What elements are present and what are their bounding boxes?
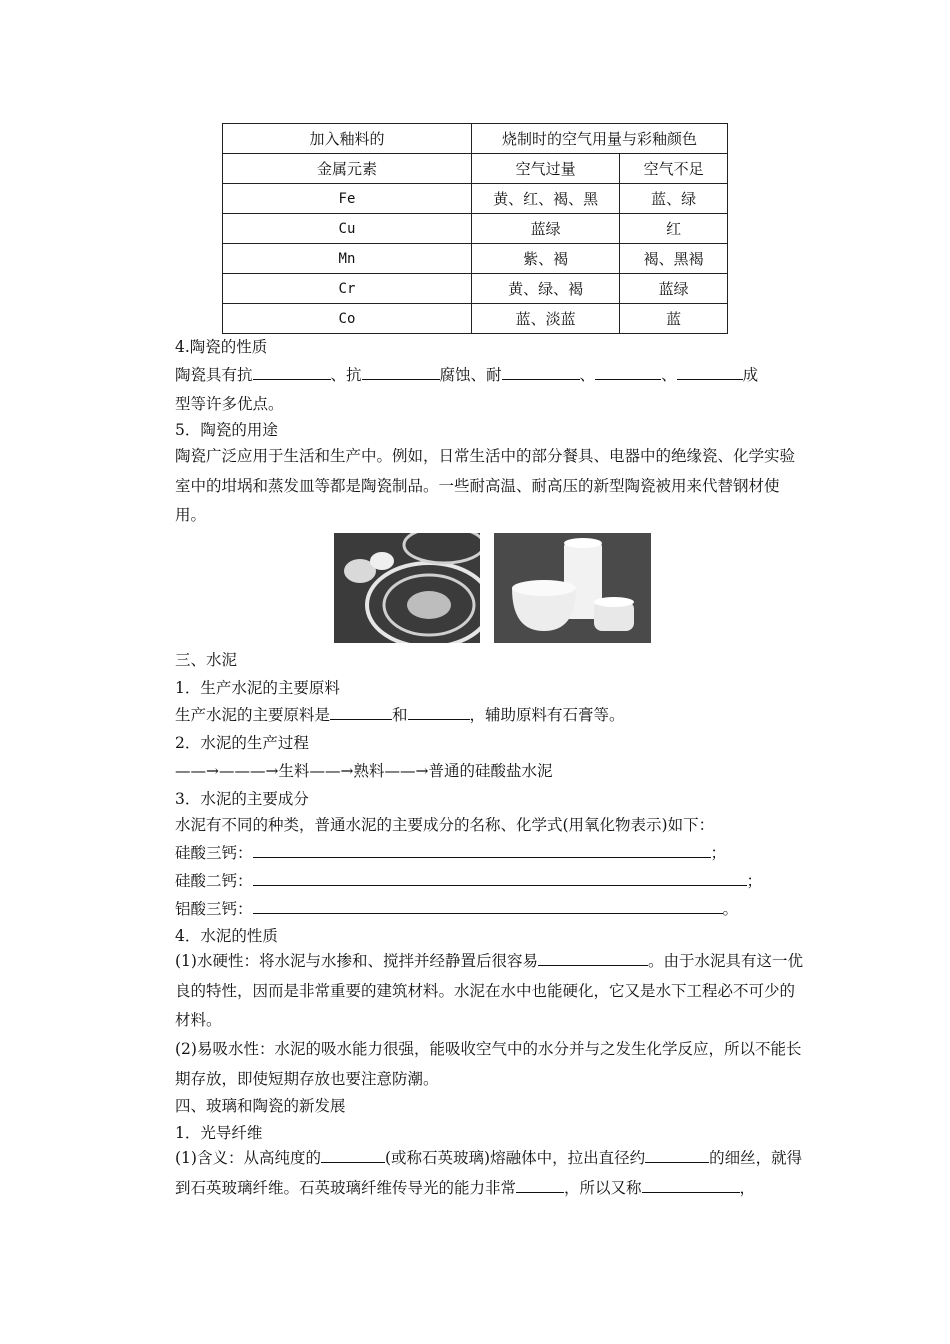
crucibles-image [494,533,651,643]
answer-blank[interactable] [253,365,331,380]
answer-blank[interactable] [253,843,711,858]
answer-blank[interactable] [330,705,392,720]
text-span: ； [746,872,763,890]
paragraph-text [175,1144,807,1203]
table-header-cell: 空气过量 [471,154,619,184]
table-header-cell: 烧制时的空气用量与彩釉颜色 [471,124,727,154]
table-header-row [223,154,728,184]
table-cell: 黄、红、褐、黑 [471,184,619,214]
answer-blank[interactable] [645,1148,709,1163]
paragraph-text [175,442,807,531]
text-span: (2)易吸水性：水泥的吸水能力很强，能吸收空气中的水分并与之发生化学反应，所以不能长期存放，即使短期存放也要注意防潮。 [175,1040,802,1088]
table-row [223,214,728,244]
section-heading: 1．光导纤维 [175,1124,263,1142]
table-cell: 紫、褐 [471,244,619,274]
ceramic-crucible-photo [494,533,651,643]
text-span: 、 [579,366,596,384]
text-span: ， [739,1178,756,1197]
fill-in-line [175,705,625,725]
table-cell: Fe [223,184,472,214]
text-span: ，辅助原料有石膏等。 [469,706,625,724]
section-heading: 1．生产水泥的主要原料 [175,679,340,697]
paragraph-text [175,947,807,1036]
table-header-cell: 金属元素 [223,154,472,184]
table-cell: 黄、绿、褐 [471,274,619,304]
section-heading: 四、玻璃和陶瓷的新发展 [175,1097,346,1115]
paragraph-text [175,1035,807,1094]
answer-blank[interactable] [595,365,661,380]
text-span: (1)水硬性：将水泥与水掺和、搅拌并经静置后很容易 [175,952,538,970]
text-span: 硅酸三钙： [175,844,253,862]
table-cell: 蓝、绿 [620,184,728,214]
text-span: (1)含义：从高纯度的 [175,1149,321,1167]
text-span: 陶瓷具有抗 [175,366,253,384]
text-span: 和 [392,706,408,724]
paragraph-text: 水泥有不同的种类，普通水泥的主要成分的名称、化学式(用氧化物表示)如下： [175,816,715,834]
table-cell: 褐、黑褐 [620,244,728,274]
text-span: 。由于水泥具有这一优良的特性，因而是非常重要的建筑材料。水泥在水中也能硬化，它又是水下工程必不可少的材料。 [175,952,803,1029]
glaze-color-table [222,123,728,334]
fill-in-line [175,871,762,891]
section-heading: 5．陶瓷的用途 [175,421,278,439]
section-heading: 三、水泥 [175,651,238,669]
answer-blank[interactable] [362,365,440,380]
table-row [223,184,728,214]
text-span: 腐蚀、耐 [439,366,502,384]
answer-blank[interactable] [321,1148,385,1163]
table-cell: 红 [620,214,728,244]
section-heading: 4.陶瓷的性质 [175,338,268,356]
fill-in-line [175,843,726,863]
answer-blank[interactable] [516,1178,564,1193]
text-span: (或称石英玻璃)熔融体中，拉出直径约 [384,1149,646,1167]
table-header-row [223,124,728,154]
table-cell: 蓝绿 [471,214,619,244]
text-span: 。 [722,900,739,918]
section-heading: 3．水泥的主要成分 [175,790,309,808]
text-span: 、 [661,366,677,384]
process-flow: ——→———→生料——→熟料——→普通的硅酸盐水泥 [175,762,553,780]
table-cell: 蓝 [620,304,728,334]
section-heading: 4．水泥的性质 [175,927,278,945]
text-span: ，所以又称 [564,1178,642,1197]
answer-blank[interactable] [253,899,723,914]
text-span: 陶瓷广泛应用于生活和生产中。例如，日常生活中的部分餐具、电器中的绝缘瓷、化学实验室中的坩埚和蒸发皿等都是陶瓷制品。一些耐高温、耐高压的新型陶瓷被用来代替钢材使用。 [175,447,796,524]
text-span: 铝酸三钙： [175,900,253,918]
table-header-cell: 加入釉料的 [223,124,472,154]
answer-blank[interactable] [408,705,470,720]
ceramic-plates-image [334,533,480,643]
table-row [223,274,728,304]
text-span: ； [710,844,727,862]
table-cell: Mn [223,244,472,274]
table-cell: 蓝绿 [620,274,728,304]
answer-blank[interactable] [677,365,743,380]
answer-blank[interactable] [253,871,747,886]
fill-in-line [175,899,738,919]
answer-blank[interactable] [502,365,580,380]
text-span: 的细丝，就得到石英玻璃纤维。石英玻璃纤维传导光的能力非常 [175,1149,803,1197]
table-cell: Co [223,304,472,334]
fill-in-line [175,365,758,385]
text-span: 成 [742,366,759,384]
ceramic-tableware-photo [334,533,480,643]
table-cell: Cu [223,214,472,244]
answer-blank[interactable] [538,951,648,966]
table-header-cell: 空气不足 [620,154,728,184]
text-span: 生产水泥的主要原料是 [175,706,331,724]
text-span: 、抗 [330,366,362,384]
table-row [223,304,728,334]
table-cell: 蓝、淡蓝 [471,304,619,334]
answer-blank[interactable] [642,1178,740,1193]
paragraph-text: 型等许多优点。 [175,395,284,413]
table-cell: Cr [223,274,472,304]
section-heading: 2．水泥的生产过程 [175,734,309,752]
table-row [223,244,728,274]
text-span: 硅酸二钙： [175,872,253,890]
